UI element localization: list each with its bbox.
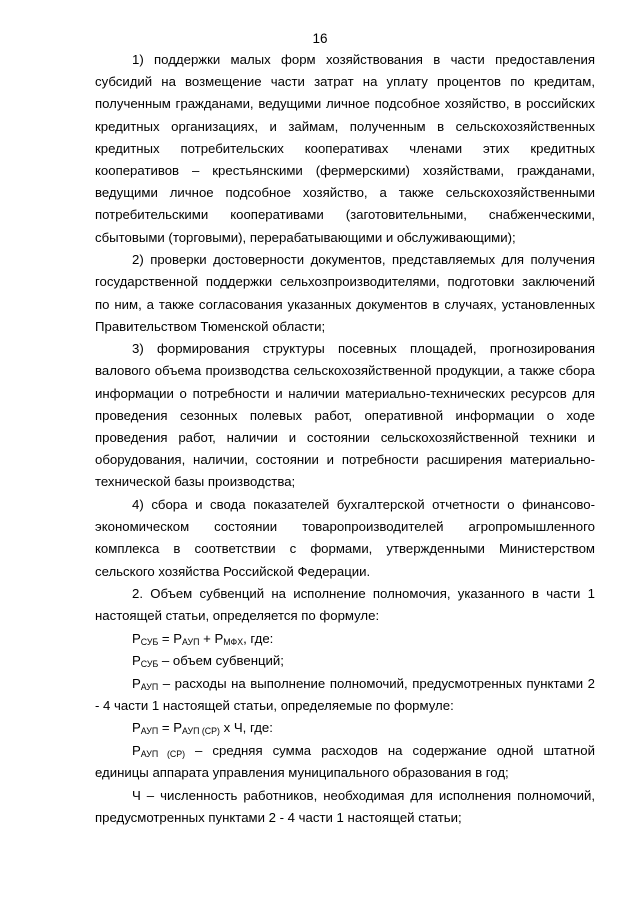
formula-subscript: СУБ: [140, 636, 159, 647]
definition-text: – расходы на выполнение полномочий, предусмотренных пунктами 2 - 4 части 1 настоящей статьи, определяемые по формуле:: [95, 675, 595, 713]
formula-operator: + Р: [199, 630, 224, 646]
formula-symbol: Р: [132, 675, 141, 691]
formula-symbol: Р: [132, 742, 141, 758]
formula-operator: = Р: [158, 630, 183, 646]
formula-subscript: АУП: [140, 726, 159, 737]
formula-subscript: СУБ: [140, 659, 159, 670]
formula-subvention: [95, 628, 595, 650]
definition-text: – объем субвенций;: [158, 653, 284, 669]
formula-aup: [95, 717, 595, 739]
paragraph-item-2: 2) проверки достоверности документов, представляемых для получения государственной поддержки сельхозпроизводителями, подготовки заключений по ним, а также согласования указанных документов в случаях, установленных Правительством Тюменской области;: [95, 252, 595, 334]
definition-ch: Ч – численность работников, необходимая для исполнения полномочий, предусмотренных пунктами 2 - 4 части 1 настоящей статьи;: [95, 787, 595, 825]
paragraph-item-4: 4) сбора и свода показателей бухгалтерской отчетности о финансово-экономическом состоянии товаропроизводителей агропромышленного комплекса в соответствии с формами, утвержденными Министерством сельского хозяйства Российской Федерации.: [95, 496, 595, 579]
formula-tail: х Ч, где:: [219, 720, 273, 736]
definition-aup-sr: [95, 740, 595, 784]
formula-operator: = Р: [158, 720, 183, 736]
formula-subscript: АУП (СР): [182, 726, 220, 737]
paragraph-subvention-volume: 2. Объем субвенций на исполнение полномочия, указанного в части 1 настоящей статьи, определяется по формуле:: [95, 586, 595, 624]
definition-text: – средняя сумма расходов на содержание одной штатной единицы аппарата управления муниципального образования в год;: [95, 742, 595, 781]
formula-subscript: АУП: [182, 636, 200, 647]
definition-aup: [95, 673, 595, 717]
formula-subscript: АУП: [140, 681, 159, 692]
formula-subscript: МФХ: [223, 636, 244, 647]
document-body: [95, 49, 595, 829]
definition-subvention: [95, 650, 595, 672]
formula-symbol: Р: [132, 720, 141, 736]
formula-symbol: Р: [132, 653, 141, 669]
formula-subscript: АУП (СР): [140, 748, 186, 759]
formula-tail: , где:: [243, 630, 274, 646]
paragraph-item-1: 1) поддержки малых форм хозяйствования в части предоставления субсидий на возмещение части затрат на уплату процентов по кредитам, полученным гражданами, ведущими личное подсобное хозяйство, в российских кредитных организациях, и займам, полученным в сельскохозяйственных кредитных потребительских кооперативах членами этих кредитных кооперативов – крестьянскими (фермерскими) хозяйствами, гражданами, ведущими личное подсобное хозяйство, а также сельскохозяйственными потребительскими кооперативами (заготовительными, снабженческими, сбытовыми (торговыми), перерабатывающими и обслуживающими);: [95, 52, 595, 245]
paragraph-item-3: 3) формирования структуры посевных площадей, прогнозирования валового объема производства сельскохозяйственной продукции, а также сбора информации о потребности и наличии материально-технических ресурсов для проведения сезонных полевых работ, оперативной информации о ходе проведения работ, наличии и состоянии сельскохозяйственной техники и оборудования, наличии, состоянии и потребности расширения материально-технической базы производства;: [95, 341, 595, 490]
page-number: 16: [312, 31, 328, 46]
formula-symbol: Р: [132, 630, 141, 646]
